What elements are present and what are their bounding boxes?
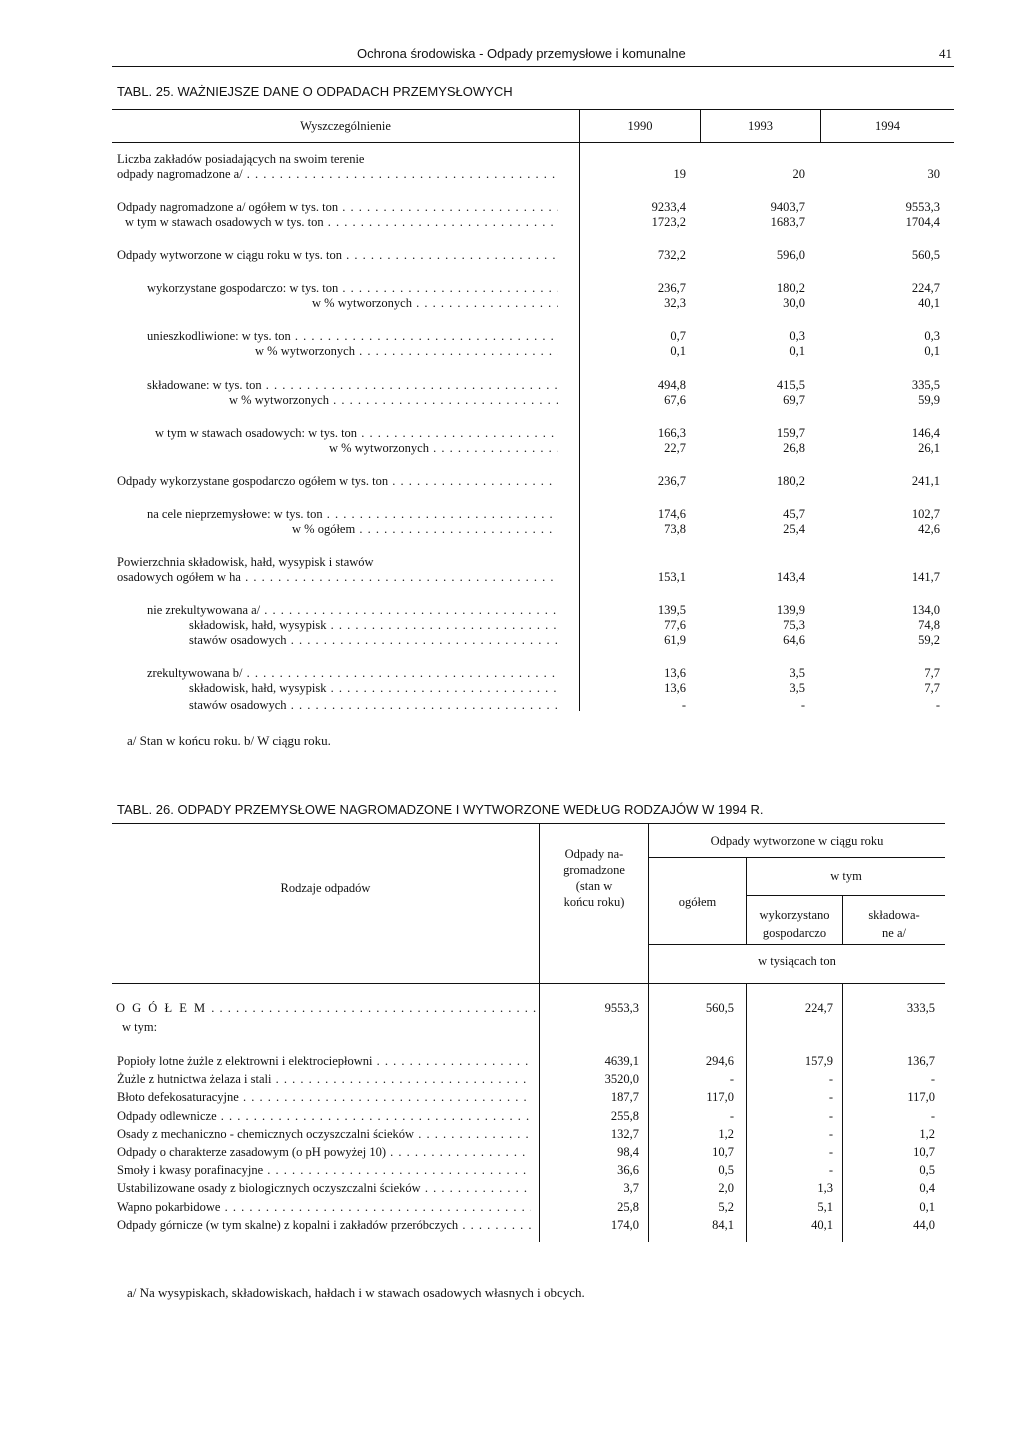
table-cell: 44,0 [913,1217,935,1232]
table-cell: 59,2 [918,633,940,647]
total-cell: 9553,3 [604,1001,639,1015]
table-cell: 596,0 [776,248,805,262]
table-cell: 30 [927,167,940,181]
table-cell: 9553,3 [905,200,940,214]
table-cell: 20 [792,167,805,181]
table-cell: 36,6 [617,1163,639,1178]
column-header-w-tym: w tym [830,869,862,883]
page-header [112,46,954,67]
table-cell: - [729,1108,734,1123]
column-header-year: 1994 [875,119,900,133]
table-row-label: w % wytworzonych . . . [329,441,558,456]
table-cell: 19 [673,167,686,181]
table-cell: 335,5 [911,378,940,392]
table-26-title: TABL. 26. ODPADY PRZEMYSŁOWE NAGROMADZONE I WYTWORZONE WEDŁUG RODZAJÓW W 1994 R. [117,802,764,817]
table-cell: 61,9 [664,633,686,647]
rule [746,895,945,896]
table-cell: 174,0 [610,1217,639,1232]
rule [579,109,580,711]
table-cell: 180,2 [776,474,805,488]
table-cell: 5,1 [817,1199,833,1214]
table-cell: 180,2 [776,281,805,295]
table-cell: 26,1 [918,441,940,455]
table-cell: - [828,1163,833,1178]
table-row-label: Odpady górnicze (w tym skalne) z kopalni i zakładów przeróbczych . . . [117,1218,531,1233]
table-cell: 0,7 [670,329,686,343]
table-cell: 0,1 [924,344,940,358]
table-row-label: stawów osadowych . . . [189,633,558,648]
table-cell: 159,7 [776,426,805,440]
table-row-label: Odpady odlewnicze . . . [117,1109,531,1124]
table-cell: 25,4 [783,522,805,536]
table-cell: 0,1 [919,1199,935,1214]
table-cell: 0,3 [924,329,940,343]
table-cell: - [681,698,686,712]
table-cell: 1,2 [718,1126,734,1141]
table-cell: 1704,4 [905,215,940,229]
table-cell: 241,1 [911,474,940,488]
table-cell: 40,1 [811,1217,833,1232]
table-cell: 84,1 [712,1217,734,1232]
table-cell: 77,6 [664,618,686,632]
table-row-label: w % ogółem . . . [292,522,558,537]
table-cell: 45,7 [783,507,805,521]
table-cell: - [800,698,805,712]
column-header-rodzaje: Rodzaje odpadów [280,881,371,895]
table-row-label: składowisk, hałd, wysypisk . . . [189,618,558,633]
table-cell: 153,1 [657,570,686,584]
table-row-label: unieszkodliwione: w tys. ton . . . [147,329,558,344]
table-row-label: Osady z mechaniczno - chemicznych oczyszczalni ścieków . . . [117,1127,531,1142]
table-cell: 67,6 [664,393,686,407]
table-cell: - [930,1072,935,1087]
column-header-year: 1990 [627,119,653,133]
table-cell: - [935,698,940,712]
rule [648,944,945,945]
table-cell: 0,1 [670,344,686,358]
total-cell: 224,7 [804,1001,833,1015]
rule [112,983,945,984]
table-cell: - [828,1108,833,1123]
table-row-label: Odpady wykorzystane gospodarczo ogółem w tys. ton . . . [117,474,558,489]
table-cell: 7,7 [924,666,940,680]
rule [648,857,945,858]
header-line: gospodarczo [762,926,827,940]
table-25-footnote: a/ Stan w końcu roku. b/ W ciągu roku. [127,733,331,748]
header-line: (stan w [575,879,613,893]
column-header-year: 1993 [748,119,773,133]
header-line: składowa- [868,908,920,922]
rule [112,823,945,824]
table-cell: 25,8 [617,1199,639,1214]
table-cell: 187,7 [610,1090,639,1105]
table-cell: 74,8 [918,618,940,632]
table-cell: 3,5 [789,666,805,680]
table-cell: 0,5 [718,1163,734,1178]
table-cell: 560,5 [911,248,940,262]
page-number: 41 [939,46,952,61]
table-cell: 139,9 [776,603,805,617]
table-cell: 9233,4 [651,200,686,214]
table-row-label: Żużle z hutnictwa żelaza i stali . . . [117,1072,531,1087]
table-cell: 157,9 [804,1054,833,1068]
table-cell: - [930,1108,935,1123]
table-cell: 143,4 [776,570,805,584]
table-row-label: w % wytworzonych . . . [312,296,558,311]
table-cell: 5,2 [718,1199,734,1214]
table-cell: 1723,2 [651,215,686,229]
header-line: końcu roku) [563,895,625,909]
unit-label: w tysiącach ton [758,954,836,968]
table-cell: 26,8 [783,441,805,455]
total-sub-label: w tym: [122,1020,158,1034]
table-cell: 32,3 [664,296,686,310]
table-cell: 132,7 [610,1126,639,1141]
header-line: gromadzone [563,863,625,877]
table-row-label: składowane: w tys. ton . . . [147,378,558,393]
table-row-label: nie zrekultywowana a/ . . . [147,603,558,618]
table-row-label: Wapno pokarbidowe . . . [117,1200,531,1215]
table-row-label: zrekultywowana b/ . . . [147,666,558,681]
table-cell: 42,6 [918,522,940,536]
table-row-label: w % wytworzonych . . . [255,344,558,359]
table-cell: 73,8 [664,522,686,536]
column-header-wykorzystano [747,906,842,942]
table-cell: 69,7 [783,393,805,407]
table-cell: - [828,1090,833,1105]
table-row-label: Powierzchnia składowisk, hałd, wysypisk i stawów [117,555,374,569]
table-row-label: Ustabilizowane osady z biologicznych oczyszczalni ścieków . . . [117,1181,531,1196]
table-cell: 732,2 [657,248,686,262]
table-cell: 10,7 [913,1145,935,1159]
table-cell: 13,6 [664,666,686,680]
table-row-label: Liczba zakładów posiadających na swoim terenie [117,152,365,166]
column-header-nagromadzone [540,846,648,910]
table-25-title: TABL. 25. WAŻNIEJSZE DANE O ODPADACH PRZEMYSŁOWYCH [117,84,513,99]
table-cell: 1,3 [817,1181,833,1196]
table-cell: - [828,1145,833,1159]
table-cell: 3,5 [789,681,805,695]
table-cell: - [828,1126,833,1141]
table-cell: 117,0 [907,1090,935,1105]
table-cell: 22,7 [664,441,686,455]
table-cell: 98,4 [617,1145,639,1159]
running-title: Ochrona środowiska - Odpady przemysłowe i komunalne [357,46,686,61]
table-cell: 10,7 [712,1145,734,1159]
table-cell: 1,2 [919,1126,935,1141]
table-row-label: Odpady o charakterze zasadowym (o pH powyżej 10) . . . [117,1145,531,1160]
table-row-label: Popioły lotne żużle z elektrowni i elektrociepłowni . . . [117,1054,531,1069]
header-line: wykorzystano [759,908,830,922]
table-row-label: Odpady wytworzone w ciągu roku w tys. ton . . . [117,248,558,263]
table-cell: 102,7 [911,507,940,521]
table-row-label: w tym w stawach osadowych: w tys. ton . . . [155,426,558,441]
table-cell: 494,8 [657,378,686,392]
table-row-label: odpady nagromadzone a/ . . . [117,167,558,182]
table-cell: 3,7 [623,1181,639,1196]
total-cell: 560,5 [705,1001,734,1015]
table-cell: 415,5 [776,378,805,392]
table-cell: 9403,7 [770,200,805,214]
table-cell: 2,0 [718,1181,734,1196]
table-cell: 139,5 [657,603,686,617]
table-26-footnote: a/ Na wysypiskach, składowiskach, hałdach i w stawach osadowych własnych i obcych. [127,1285,585,1300]
table-cell: 294,6 [705,1054,734,1068]
table-cell: 30,0 [783,296,805,310]
table-cell: 59,9 [918,393,940,407]
header-line: Odpady na- [564,847,624,861]
table-cell: 236,7 [657,281,686,295]
table-cell: - [729,1072,734,1087]
table-cell: 224,7 [911,281,940,295]
table-cell: 166,3 [657,426,686,440]
table-row-label: na cele nieprzemysłowe: w tys. ton . . . [147,507,558,522]
table-cell: 146,4 [911,426,940,440]
column-header-wytworzone: Odpady wytworzone w ciągu roku [710,834,884,848]
table-row-label: wykorzystane gospodarczo: w tys. ton . . . [147,281,558,296]
table-row-label: stawów osadowych . . . [189,698,558,713]
table-cell: 13,6 [664,681,686,695]
table-row-label: Błoto defekosaturacyjne . . . [117,1090,531,1105]
column-header-skladowane [843,906,945,942]
rule [112,109,954,110]
table-cell: 0,4 [919,1181,935,1196]
table-cell: 64,6 [783,633,805,647]
table-cell: 3520,0 [604,1072,639,1087]
table-cell: 0,1 [789,344,805,358]
table-cell: 75,3 [783,618,805,632]
rule [648,823,649,1242]
table-cell: 236,7 [657,474,686,488]
column-header-ogolem: ogółem [678,895,717,909]
table-cell: 255,8 [610,1108,639,1123]
table-row-label: osadowych ogółem w ha . . . [117,570,558,585]
column-header-label: Wyszczególnienie [300,119,391,133]
table-row-label: w % wytworzonych . . . [229,393,558,408]
table-cell: 40,1 [918,296,940,310]
table-cell: 117,0 [706,1090,734,1105]
table-cell: 174,6 [657,507,686,521]
table-cell: 136,7 [906,1054,935,1068]
table-row-label: Odpady nagromadzone a/ ogółem w tys. ton . . . [117,200,558,215]
table-cell: 141,7 [911,570,940,584]
table-row-label: w tym w stawach osadowych w tys. ton . . . [125,215,558,230]
rule [842,983,843,1242]
table-row-label: Smoły i kwasy porafinacyjne . . . [117,1163,531,1178]
rule [112,142,954,143]
table-cell: 0,5 [919,1163,935,1178]
header-line: ne a/ [882,926,906,940]
table-cell: 134,0 [911,603,940,617]
total-cell: 333,5 [906,1001,935,1015]
table-cell: 1683,7 [770,215,805,229]
table-row-label: składowisk, hałd, wysypisk . . . [189,681,558,696]
table-cell: 7,7 [924,681,940,695]
total-label: O G Ó Ł E M . . . [116,1001,536,1016]
table-cell: - [828,1072,833,1087]
table-cell: 4639,1 [604,1054,639,1068]
table-cell: 0,3 [789,329,805,343]
